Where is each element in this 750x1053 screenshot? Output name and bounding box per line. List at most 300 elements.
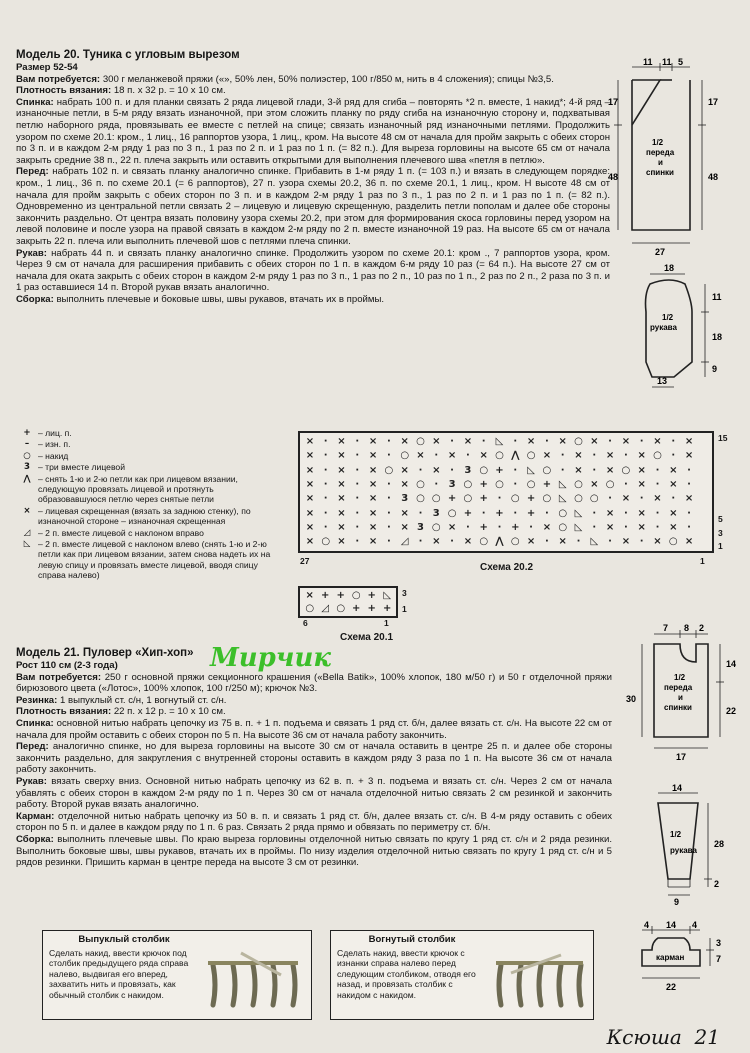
chart-symbol: + bbox=[526, 493, 536, 505]
chart-symbol: × bbox=[605, 450, 615, 462]
chart-symbol: × bbox=[400, 507, 409, 519]
scheme-20-2-caption: Схема 20.2 bbox=[480, 562, 534, 573]
chart-symbol: × bbox=[542, 450, 552, 462]
chart-symbol: × bbox=[400, 464, 409, 476]
row-number: 3 bbox=[718, 527, 723, 538]
legend-item: ○ – накид bbox=[16, 451, 281, 461]
chart-symbol: × bbox=[337, 436, 346, 447]
chart-symbol: · bbox=[323, 464, 328, 476]
s21-top3: 2 bbox=[699, 623, 705, 633]
s20s-label-1: 1/2 bbox=[662, 313, 674, 322]
chart-symbol: · bbox=[671, 450, 676, 462]
chart-symbol: · bbox=[687, 507, 691, 519]
chart-symbol: × bbox=[447, 521, 457, 533]
model20-title: Модель 20. Туника с угловым вырезом bbox=[16, 49, 240, 61]
chart-symbol: × bbox=[669, 507, 678, 519]
schematic-model21-pocket bbox=[620, 920, 745, 1000]
model21-size: Рост 110 см (2-3 года) bbox=[16, 660, 118, 671]
chart-symbol: · bbox=[323, 450, 328, 462]
chart-symbol: ○ bbox=[510, 536, 520, 548]
chart-symbol: × bbox=[637, 464, 646, 476]
s20-top1: 11 bbox=[643, 57, 653, 67]
model20-back: Спинка: набрать 100 п. и для планки связать 2 ряда лицевой глади, 3-й ряд для сгиба – повторять *2 п. вместе, 1 накид*; 4-й ряд – изнаночные петли, в 5-м ряду вязать изнаночной, при этом сложить планку по ряду сгиба на изнаночную сторону и, подхватывая петлю наборного ряда, провязывать ее вместе с петлей на спице; связать изнаночный ряд изнаночными петлями. Продолжить узором по схеме 20.1: кром., 1 лиц., 16 раппортов узора, 1 лиц., кром. На высоте 48 см от начала для пройм закрыть с обеих сторон по 3 п. и в каждом 2-м ряду 1 раз по 3 п., 1 раз по 2 п. и 1 раз по 1 п. (= 82 п.). Для выреза горловины на высоте 65 см от начала закрыть средние 38 п., 22 п. плеча закрыть или оставить открытыми для выполнения плечевого шва «петля в петлю». bbox=[16, 96, 610, 166]
chart-symbol: · bbox=[434, 450, 439, 462]
scheme-20-2-col-end: 1 bbox=[700, 556, 705, 566]
chart-symbol: · bbox=[544, 536, 549, 548]
row-number: 5 bbox=[718, 514, 723, 525]
model20-text bbox=[16, 48, 610, 305]
chart-symbol: · bbox=[639, 536, 644, 548]
chart-symbol: + bbox=[383, 602, 392, 614]
chart-symbol: · bbox=[450, 536, 454, 548]
chart-symbol: · bbox=[513, 507, 518, 519]
chart-symbol: ○ bbox=[526, 450, 536, 462]
chart-symbol: × bbox=[337, 478, 346, 490]
chart-symbol: · bbox=[355, 521, 360, 533]
dash-icon: – bbox=[24, 439, 30, 450]
chart-symbol: · bbox=[623, 507, 628, 519]
central-decrease-icon: ⋀ bbox=[23, 473, 31, 484]
s21-top2: 8 bbox=[684, 623, 690, 633]
chart-symbol: · bbox=[687, 464, 691, 476]
chart-symbol: ○ bbox=[558, 507, 568, 519]
s21s-right2: 2 bbox=[714, 879, 720, 889]
s20-left: 48 bbox=[608, 172, 619, 182]
chart-symbol: ◺ bbox=[558, 493, 567, 505]
chart-symbol: + bbox=[447, 493, 457, 505]
chart-symbol: + bbox=[542, 478, 552, 490]
chart-symbol: × bbox=[463, 536, 473, 548]
chart-symbol: × bbox=[368, 478, 378, 490]
chart-symbol: × bbox=[590, 478, 599, 490]
chart-symbol: × bbox=[590, 436, 599, 447]
chart-symbol: · bbox=[608, 436, 612, 447]
scheme-20-1-grid bbox=[298, 586, 398, 618]
s21p-right1: 3 bbox=[716, 938, 722, 948]
chart-symbol: · bbox=[418, 464, 423, 476]
chart-symbol: × bbox=[653, 493, 662, 505]
chart-symbol: 3 bbox=[432, 507, 440, 519]
chart-symbol: × bbox=[368, 536, 378, 548]
chart-symbol: · bbox=[544, 507, 549, 519]
chart-symbol: ○ bbox=[400, 450, 410, 462]
chart-symbol: · bbox=[465, 450, 470, 462]
chart-symbol: + bbox=[479, 493, 488, 505]
chart-symbol: × bbox=[416, 450, 425, 462]
s20s-top: 18 bbox=[664, 263, 675, 273]
chart-symbol: · bbox=[386, 436, 391, 447]
chart-symbol: × bbox=[305, 521, 315, 533]
convex-stitch-box bbox=[42, 930, 312, 1020]
chart-symbol: · bbox=[655, 478, 660, 490]
chart-symbol: × bbox=[337, 464, 346, 476]
chart-symbol: × bbox=[432, 536, 441, 548]
model20-sleeve: Рукав: набрать 44 п. и связать планку аналогично спинке. Продолжить узором по схеме 20.1: кром ., 7 раппортов узора, кром. Через 9 см от начала для расширения прибавить с обеих сторон по 1 п. в каждом 6-м ряду 10 раз (= 64 п.). На высоте 27 см от начала для оката закрыть с обеих сторон в каждом 2-м ряду 1 раз по 3 п., 1 раз по 2 п., 10 раз по 1 п., 2 раз по 2 п., 2 раза по 3 п. и 1 раз оставшиеся 14 п. Второй рукав вязать аналогично. bbox=[16, 247, 610, 294]
model21-rib: Резинка: 1 выпуклый ст. с/н, 1 вогнутый ст. с/н. bbox=[16, 694, 227, 706]
right-decrease-icon: ◿ bbox=[23, 527, 31, 538]
chart-symbol: · bbox=[513, 464, 518, 476]
chart-symbol: · bbox=[529, 521, 533, 533]
left-decrease-icon: ◺ bbox=[23, 539, 31, 550]
model21-front: Перед: аналогично спинке, но для выреза горловины на высоте 30 см от начала оставить в центре 25 п. и далее обе стороны закончить раздельно, для закругления с внутренней стороны оставить в каждом ряду 3 раза по 1 п. На высоте 36 см от начала работу закончить. bbox=[16, 741, 612, 776]
scheme-20-1-col-start: 6 bbox=[303, 618, 308, 628]
chart-symbol: + bbox=[352, 602, 361, 614]
s21s-top: 14 bbox=[672, 783, 683, 793]
s20s-right3: 9 bbox=[712, 364, 718, 374]
chart-symbol: × bbox=[574, 464, 583, 476]
schematic-model20-body bbox=[610, 55, 740, 265]
crochet-concave-illustration bbox=[491, 945, 587, 1013]
model20-assembly: Сборка: выполнить плечевые и боковые швы, швы рукавов, втачать их в проймы. bbox=[16, 293, 385, 305]
chart-symbol: · bbox=[355, 493, 360, 505]
chart-symbol: × bbox=[526, 536, 536, 548]
chart-symbol: · bbox=[497, 521, 502, 533]
legend-item: ◿ – 2 п. вместе лицевой с наклоном вправо bbox=[16, 528, 281, 538]
chart-symbol: × bbox=[684, 493, 694, 505]
chart-symbol: · bbox=[450, 464, 454, 476]
chart-symbol: ◺ bbox=[527, 464, 535, 476]
model21-pocket: Карман: отделочной нитью набрать цепочку из 50 в. п. и связать 1 ряд ст. б/н, далее вязать ст. с/н. В 4-м ряду оставить с обеих сторон по 5 п. и далее в каждом ряду по 1 п. 6 раз. Связать 2 ряда прямо и обвязать по периметру ст. б/н. bbox=[16, 810, 612, 834]
model21-back: Спинка: основной нитью набрать цепочку из 75 в. п. + 1 п. подъема и связать 1 ряд ст. б/н, далее вязать ст. с/н. На высоте 22 см от начала для пройм оставить с обеих сторон по 5 п. На высоте 36 см от начала работу закончить. bbox=[16, 717, 612, 741]
chart-symbol: × bbox=[400, 521, 409, 533]
watermark-signature: Мирчик bbox=[210, 643, 331, 673]
s21s-label-1: 1/2 bbox=[670, 830, 682, 839]
chart-symbol: × bbox=[432, 436, 441, 447]
chart-symbol: · bbox=[355, 478, 360, 490]
chart-symbol: · bbox=[623, 478, 628, 490]
chart-symbol: · bbox=[355, 507, 360, 519]
chart-symbol: · bbox=[481, 507, 486, 519]
chart-symbol: × bbox=[526, 436, 536, 447]
three-icon: 3 bbox=[24, 462, 30, 473]
chart-symbol: ⋀ bbox=[511, 450, 520, 462]
plus-icon: + bbox=[23, 428, 31, 438]
chart-symbol: × bbox=[605, 507, 615, 519]
chart-symbol: · bbox=[323, 507, 328, 519]
chart-symbol: ○ bbox=[526, 478, 536, 490]
chart-symbol: ○ bbox=[479, 464, 489, 476]
s21s-right1: 28 bbox=[714, 839, 725, 849]
page-number: 21 bbox=[694, 1025, 720, 1049]
chart-symbol: · bbox=[323, 436, 328, 447]
concave-stitch-text: Сделать накид, ввести крючок с изнанки справа налево перед следующим столбиком, отводя его назад, и провязать столбик с накидом с накидом. bbox=[337, 947, 476, 1000]
s20-right: 48 bbox=[708, 172, 719, 182]
chart-symbol: × bbox=[305, 450, 315, 462]
s21p-bottom: 22 bbox=[666, 982, 677, 992]
chart-symbol: · bbox=[639, 493, 644, 505]
legend-item: 3 – три вместе лицевой bbox=[16, 462, 281, 472]
s21p-top2: 14 bbox=[666, 920, 677, 930]
chart-symbol: × bbox=[653, 436, 662, 447]
chart-symbol: × bbox=[637, 507, 646, 519]
chart-symbol: × bbox=[479, 450, 488, 462]
chart-symbol: · bbox=[386, 478, 391, 490]
chart-symbol: · bbox=[386, 493, 391, 505]
chart-symbol: ○ bbox=[447, 507, 457, 519]
s20s-right1: 11 bbox=[712, 292, 722, 302]
chart-symbol: · bbox=[608, 536, 612, 548]
chart-symbol: × bbox=[684, 536, 694, 548]
chart-symbol: × bbox=[305, 590, 314, 601]
chart-symbol: ○ bbox=[351, 590, 361, 601]
chart-symbol: · bbox=[513, 478, 518, 490]
chart-symbol: · bbox=[655, 507, 660, 519]
model20-size: Размер 52-54 bbox=[16, 62, 78, 73]
s21-label-3: и bbox=[678, 693, 683, 702]
chart-symbol: · bbox=[418, 536, 423, 548]
chart-symbol: ○ bbox=[589, 493, 599, 505]
s20-label-3: и bbox=[658, 158, 663, 167]
chart-symbol: × bbox=[368, 507, 378, 519]
chart-symbol: · bbox=[671, 493, 676, 505]
chart-symbol: · bbox=[655, 464, 660, 476]
chart-symbol: · bbox=[450, 436, 454, 447]
chart-symbol: × bbox=[368, 521, 378, 533]
chart-symbol: ○ bbox=[653, 450, 662, 462]
model21-materials: Вам потребуется: 250 г основной пряжи секционного крашения («Bella Batik», 100% хлопок, 180 м/50 г) и 50 г отделочной пряжи бирюзового цвета («Лотос», 100% хлопок, 100 г/250 м); крючок №3. bbox=[16, 671, 612, 695]
scheme-20-1-col-end: 1 bbox=[384, 618, 389, 628]
model21-sleeve: Рукав: вязать сверху вниз. Основной нитью набрать цепочку из 62 в. п. + 3 п. подъема и вязать ст. с/н. Через 2 см от начала убавлять с обеих сторон в каждом 2-м ряду по 1 п. Через 30 см от начала отделочной нитью связать 2 см резинкой и закончить работу. Второй рукав вязать аналогично. bbox=[16, 775, 612, 811]
s20-left-top: 17 bbox=[608, 97, 619, 107]
chart-symbol: · bbox=[386, 521, 391, 533]
legend-item: ⋀ – снять 1-ю и 2-ю петли как при лицевом вязании, следующую провязать лицевой и протянуть образовавшуюся петлю через снятые петли bbox=[16, 474, 281, 505]
chart-symbol: ○ bbox=[542, 464, 552, 476]
chart-symbol: × bbox=[669, 464, 678, 476]
chart-symbol: × bbox=[337, 450, 346, 462]
chart-symbol: · bbox=[418, 507, 423, 519]
schematic-model21-body bbox=[620, 622, 745, 772]
chart-symbol: ○ bbox=[305, 602, 315, 614]
chart-symbol: + bbox=[321, 590, 330, 601]
chart-symbol: × bbox=[368, 464, 378, 476]
schematic-model21-sleeve bbox=[640, 783, 745, 908]
chart-symbol: · bbox=[323, 478, 328, 490]
concave-stitch-title: Вогнутый столбик bbox=[368, 934, 456, 945]
chart-symbol: · bbox=[592, 507, 597, 519]
chart-symbol: + bbox=[336, 590, 345, 601]
chart-symbol: ○ bbox=[558, 521, 568, 533]
legend-item: – – изн. п. bbox=[16, 439, 281, 449]
chart-symbol: · bbox=[576, 536, 581, 548]
s21p-label: карман bbox=[656, 953, 685, 962]
scheme-20-1-caption: Схема 20.1 bbox=[340, 632, 394, 643]
s20-label-1: 1/2 bbox=[652, 138, 664, 147]
chart-symbol: × bbox=[684, 450, 694, 462]
chart-symbol: · bbox=[623, 521, 628, 533]
chart-symbol: · bbox=[355, 450, 360, 462]
concave-stitch-box bbox=[330, 930, 594, 1020]
legend-item: × – лицевая скрещенная (вязать за заднюю стенку), по изнаночной стороне – изнаночная скрещенная bbox=[16, 506, 281, 527]
legend-item: + – лиц. п. bbox=[16, 428, 281, 438]
chart-symbol: · bbox=[386, 450, 391, 462]
chart-symbol: × bbox=[621, 493, 631, 505]
chart-symbol: 3 bbox=[401, 493, 409, 505]
chart-symbol: ○ bbox=[416, 478, 425, 490]
chart-symbol: × bbox=[637, 450, 646, 462]
cross-icon: × bbox=[23, 505, 31, 516]
chart-symbol: ○ bbox=[574, 478, 583, 490]
chart-symbol: + bbox=[367, 590, 376, 601]
chart-symbol: × bbox=[447, 450, 457, 462]
s21-label-1: 1/2 bbox=[674, 673, 686, 682]
chart-symbol: × bbox=[637, 478, 646, 490]
circle-icon: ○ bbox=[23, 450, 31, 461]
model21-title: Модель 21. Пуловер «Хип-хоп» bbox=[16, 647, 194, 659]
chart-symbol: × bbox=[684, 436, 694, 447]
row-number: 3 bbox=[402, 588, 407, 598]
chart-symbol: × bbox=[368, 493, 378, 505]
chart-symbol: × bbox=[621, 436, 631, 447]
chart-symbol: × bbox=[305, 464, 315, 476]
chart-symbol: + bbox=[511, 521, 520, 533]
s21p-top3: 4 bbox=[692, 920, 698, 930]
chart-symbol: ○ bbox=[574, 493, 583, 505]
chart-symbol: ◺ bbox=[574, 521, 583, 533]
chart-symbol: + bbox=[526, 507, 536, 519]
chart-symbol: × bbox=[669, 521, 678, 533]
chart-symbol: ○ bbox=[321, 536, 331, 548]
chart-symbol: × bbox=[605, 464, 615, 476]
chart-symbol: × bbox=[463, 436, 473, 447]
chart-symbol: × bbox=[337, 536, 346, 548]
chart-symbol: × bbox=[621, 536, 631, 548]
chart-symbol: × bbox=[305, 436, 315, 447]
chart-symbol: ○ bbox=[416, 436, 425, 447]
chart-symbol: × bbox=[368, 450, 378, 462]
chart-symbol: · bbox=[513, 436, 518, 447]
s20-bottom: 27 bbox=[655, 247, 666, 257]
s21p-top1: 4 bbox=[644, 920, 650, 930]
chart-symbol: · bbox=[623, 450, 628, 462]
row-number: 1 bbox=[718, 541, 723, 552]
chart-symbol: × bbox=[432, 464, 441, 476]
s21p-right2: 7 bbox=[716, 954, 722, 964]
chart-symbol: · bbox=[497, 493, 502, 505]
chart-symbol: × bbox=[400, 478, 409, 490]
convex-stitch-title: Выпуклый столбик bbox=[78, 934, 170, 945]
chart-symbol: + bbox=[367, 602, 376, 614]
chart-symbol: × bbox=[305, 536, 315, 548]
chart-symbol: ○ bbox=[431, 493, 441, 505]
chart-symbol: × bbox=[337, 521, 346, 533]
crochet-convex-illustration bbox=[203, 945, 303, 1013]
chart-symbol: · bbox=[355, 436, 360, 447]
chart-symbol: · bbox=[560, 464, 565, 476]
s20-top2: 11 bbox=[662, 57, 672, 67]
legend-item: ◺ – 2 п. вместе лицевой с наклоном влево (снять 1-ю и 2-ю петли как при лицевом вязании, затем снова надеть их на левую спицу и провязать вместе лицевой, вводя спицу справа налево) bbox=[16, 539, 281, 581]
page-footer bbox=[607, 1025, 720, 1049]
chart-symbol: · bbox=[355, 464, 360, 476]
chart-symbol: × bbox=[337, 493, 346, 505]
chart-symbol: ○ bbox=[463, 493, 473, 505]
chart-symbol: ◺ bbox=[558, 478, 567, 490]
chart-symbol: · bbox=[592, 521, 597, 533]
chart-symbol: × bbox=[305, 493, 315, 505]
chart-symbol: · bbox=[434, 478, 439, 490]
chart-symbol: · bbox=[465, 521, 470, 533]
chart-symbol: · bbox=[544, 436, 549, 447]
row-number: 15 bbox=[718, 433, 728, 443]
s21-top1: 7 bbox=[663, 623, 669, 633]
chart-symbol: 3 bbox=[417, 521, 424, 533]
chart-symbol: + bbox=[479, 478, 488, 490]
row-number: 1 bbox=[402, 604, 407, 614]
chart-symbol: ○ bbox=[495, 450, 504, 462]
model20-materials: Вам потребуется: 300 г меланжевой пряжи («», 50% лен, 50% полиэстер, 100 г/850 м, нить в 4 сложения); спицы №3,5. bbox=[16, 73, 554, 85]
s21-right1: 14 bbox=[726, 659, 737, 669]
chart-symbol: ○ bbox=[605, 478, 615, 490]
chart-symbol: × bbox=[400, 436, 409, 447]
chart-symbol: × bbox=[542, 521, 552, 533]
s21-right2: 22 bbox=[726, 706, 737, 716]
model21-assembly: Сборка: выполнить плечевые швы. По краю выреза горловины отделочной нитью связать по кругу 1 ряд ст. с/н и 2 ряда резинки. Выполнить боковые швы, швы рукавов, втачать их в проймы. По низу изделия отделочной нитью связать по кругу 1 ряд ст. с/н и 5 рядов резинки. Пришить карман в центре переда на высоте 3 см от резинки. bbox=[16, 833, 612, 869]
chart-symbol: × bbox=[669, 478, 678, 490]
s20s-right2: 18 bbox=[712, 332, 723, 342]
chart-symbol: × bbox=[574, 450, 583, 462]
s21-left: 30 bbox=[626, 694, 637, 704]
s21s-bottom: 9 bbox=[674, 897, 680, 907]
chart-symbol: ◺ bbox=[574, 507, 583, 519]
chart-symbol: · bbox=[592, 464, 597, 476]
chart-symbol: × bbox=[558, 436, 567, 447]
chart-symbol: ○ bbox=[668, 536, 678, 548]
chart-symbol: + bbox=[463, 507, 473, 519]
s20-label-4: спинки bbox=[646, 168, 674, 177]
chart-symbol: · bbox=[355, 536, 360, 548]
chart-symbol: × bbox=[305, 478, 315, 490]
chart-symbol: · bbox=[386, 536, 391, 548]
chart-symbol: · bbox=[386, 507, 391, 519]
chart-symbol: · bbox=[639, 436, 644, 447]
chart-symbol: · bbox=[687, 478, 691, 490]
s21-label-4: спинки bbox=[664, 703, 692, 712]
s20s-label-2: рукава bbox=[650, 323, 677, 332]
chart-symbol: × bbox=[558, 536, 567, 548]
chart-symbol: · bbox=[323, 521, 328, 533]
chart-symbol: · bbox=[323, 493, 328, 505]
chart-symbol: × bbox=[305, 507, 315, 519]
chart-symbol: · bbox=[655, 521, 660, 533]
scheme-20-2-grid bbox=[298, 431, 714, 553]
chart-symbol: ○ bbox=[463, 478, 473, 490]
model20-front: Перед: набрать 102 п. и связать планку аналогично спинке. Прибавить в 1-м ряду 1 п. (= 103 п.) и вязать в следующем порядке: кром., 1 лиц., 36 п. по схеме 20.1 (= 6 раппортов), 27 п. узора схемы 20.2, 36 п. по схеме 20.1, 1 лиц., кром. Н высоте 48 см от начала для пройм закрыть с обеих сторон по 3 п. и в каждом 2-м ряду 1 раз по 3 п., 1 раз по 2 п. и 1 раз по 1 п. (= 82 п.). Одновременно из центральной петли связать 2 – лицевую и лицевую скрещенную, разделить петли пополам и далее обе стороны закончить раздельно. От центра вязать половину узора схемы 20.2, при этом для формирования скоса горловины перед узором на левой половине и после узора на правой связать в каждом 2-м ряду по 2 п. вместе изнаночной 19 раз. На высоте 65 см от начала закрыть 22 п. плеча или выполнить плечевой шов с петлями плеча спинки. bbox=[16, 166, 610, 247]
chart-symbol: ◿ bbox=[321, 602, 330, 614]
chart-symbol: ○ bbox=[495, 478, 504, 490]
chart-symbol: ◺ bbox=[590, 536, 599, 548]
s20s-bottom: 13 bbox=[657, 376, 668, 386]
chart-symbol: × bbox=[653, 536, 662, 548]
chart-symbol: × bbox=[368, 436, 378, 447]
chart-symbol: 3 bbox=[448, 478, 456, 490]
s21-label-2: переда bbox=[664, 683, 693, 692]
model20-density: Плотность вязания: 18 п. х 32 р. = 10 х 10 см. bbox=[16, 85, 226, 97]
chart-symbol: ⋀ bbox=[495, 536, 504, 548]
chart-symbol: ○ bbox=[431, 521, 441, 533]
chart-symbol: ◺ bbox=[495, 436, 504, 447]
chart-symbol: ◺ bbox=[383, 590, 392, 601]
chart-symbol: + bbox=[495, 507, 504, 519]
chart-symbol: + bbox=[479, 521, 488, 533]
chart-symbol: × bbox=[605, 521, 615, 533]
chart-symbol: · bbox=[481, 436, 486, 447]
magazine-name: Ксюша bbox=[606, 1025, 682, 1049]
chart-symbol: · bbox=[560, 450, 565, 462]
chart-symbol: · bbox=[608, 493, 612, 505]
chart-symbol: 3 bbox=[464, 464, 472, 476]
model21-density: Плотность вязания: 22 п. х 12 р. = 10 х 10 см. bbox=[16, 706, 226, 718]
s20-right-top: 17 bbox=[708, 97, 719, 107]
chart-symbol: × bbox=[637, 521, 646, 533]
